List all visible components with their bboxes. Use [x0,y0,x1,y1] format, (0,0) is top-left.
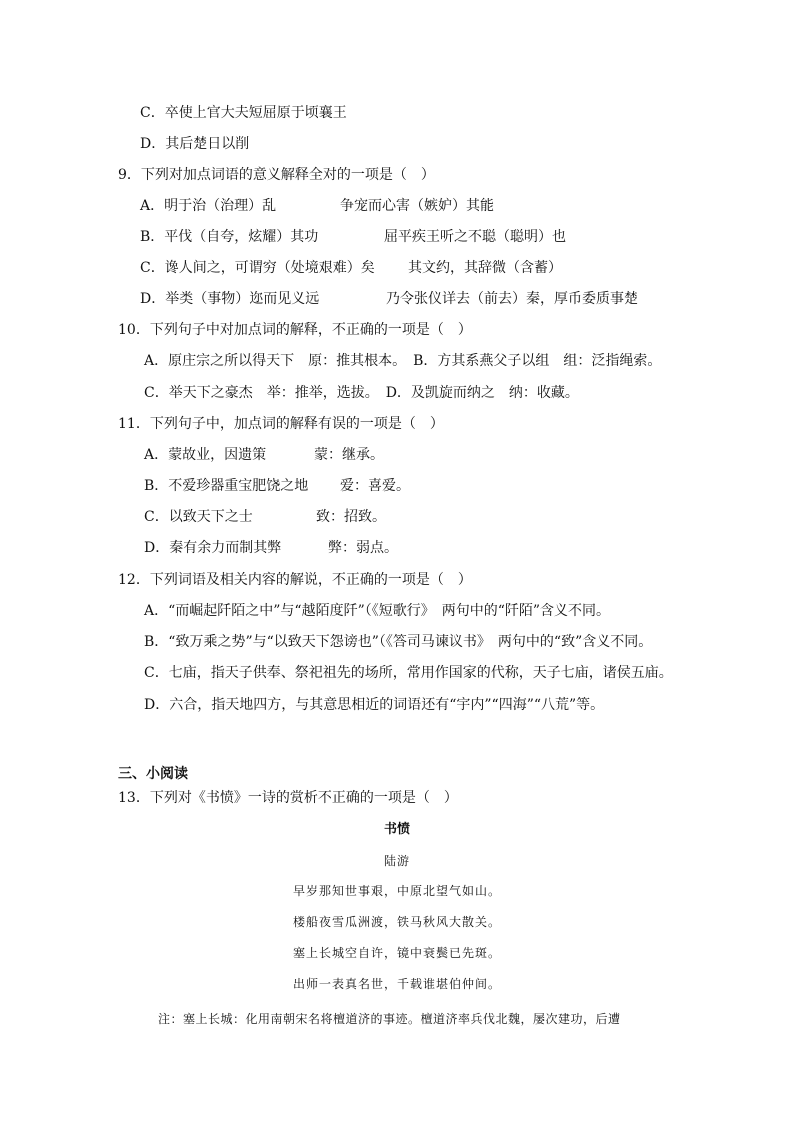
q11-option-d-left: D．秦有余力而制其弊 [144,540,282,556]
q11-option-a-right: 蒙：继承。 [314,447,384,463]
q11-option-b-right: 爱：喜爱。 [340,478,410,494]
q10-options-cd: C．举天下之豪杰 举：推举，选拔。 D．及凯旋而纳之 纳：收藏。 [144,385,579,401]
q9-option-a [140,197,494,215]
question-9: 9．下列对加点词语的意义解释全对的一项是（ ） [118,167,435,183]
q9-option-b-left: B．平伐（自夸，炫耀）其功 [140,229,319,245]
q11-option-a-left: A．蒙故业，因遗策 [144,447,267,463]
q9-option-a-left: A．明于治（治理）乱 [140,198,277,214]
q9-option-d [140,290,638,308]
question-11: 11．下列句子中，加点词的解释有误的一项是（ ） [118,416,444,432]
q11-option-c [144,508,386,526]
q11-option-d [144,539,398,557]
q9-option-c [140,259,562,277]
question-12: 12．下列词语及相关内容的解说，不正确的一项是（ ） [118,572,472,588]
q11-option-b [144,477,410,495]
q12-option-a: A．“而崛起阡陌之中”与“越陌度阡”（《短歌行》 两句中的“阡陌”含义不同。 [144,603,611,619]
poem-author: 陆游 [383,854,410,868]
q9-option-d-right: 乃令张仪详去（前去）秦，厚币委质事楚 [386,291,638,307]
poem-line-1: 早岁那知世事艰，中原北望气如山。 [292,884,501,898]
question-10: 10．下列句子中对加点词的解释，不正确的一项是（ ） [118,322,472,338]
section-3-heading: 三、小阅读 [118,766,188,782]
poem-line-3: 塞上长城空自许，镜中衰鬓已先斑。 [292,946,501,960]
q9-option-b-right: 屈平疾王听之不聪（聪明）也 [384,229,566,245]
option-c-line: C．卒使上官大夫短屈原于顷襄王 [140,105,347,121]
q9-option-b [140,228,566,246]
poem-title: 书愤 [383,822,410,837]
poem-line-2: 楼船夜雪瓜洲渡，铁马秋风大散关。 [292,915,501,929]
question-13: 13．下列对《书愤》一诗的赏析不正确的一项是（ ） [118,790,458,806]
q11-option-c-left: C．以致天下之士 [144,509,253,525]
q11-option-c-right: 致：招致。 [316,509,386,525]
q9-option-c-right: 其文约，其辞微（含蓄） [408,260,562,276]
q9-option-d-left: D．举类（事物）迩而见义远 [140,291,320,307]
q9-option-c-left: C．谗人间之，可谓穷（处境艰难）矣 [140,260,375,276]
q12-option-d: D．六合，指天地四方，与其意思相近的词语还有“宇内”“四海”“八荒”等。 [144,697,605,713]
q11-option-a [144,446,384,464]
q12-option-c: C．七庙，指天子供奉、祭祀祖先的场所，常用作国家的代称，天子七庙，诸侯五庙。 [144,665,673,681]
poem-note: 注：塞上长城：化用南朝宋名将檀道济的事迹。檀道济率兵伐北魏，屡次建功，后遭 [158,1012,621,1026]
q11-option-b-left: B．不爱珍器重宝肥饶之地 [144,478,309,494]
q12-option-b: B．“致万乘之势”与“以致天下怨谤也”（《答司马谏议书》 两句中的“致”含义不同。 [144,634,653,650]
q11-option-d-right: 弊：弱点。 [328,540,398,556]
option-d-line: D．其后楚日以削 [140,136,250,152]
q10-options-ab: A．原庄宗之所以得天下 原：推其根本。 B．方其系燕父子以组 组：泛指绳索。 [144,353,662,369]
poem-line-4: 出师一表真名世，千载谁堪伯仲间。 [292,977,501,991]
q9-option-a-right: 争宠而心害（嫉妒）其能 [340,198,494,214]
